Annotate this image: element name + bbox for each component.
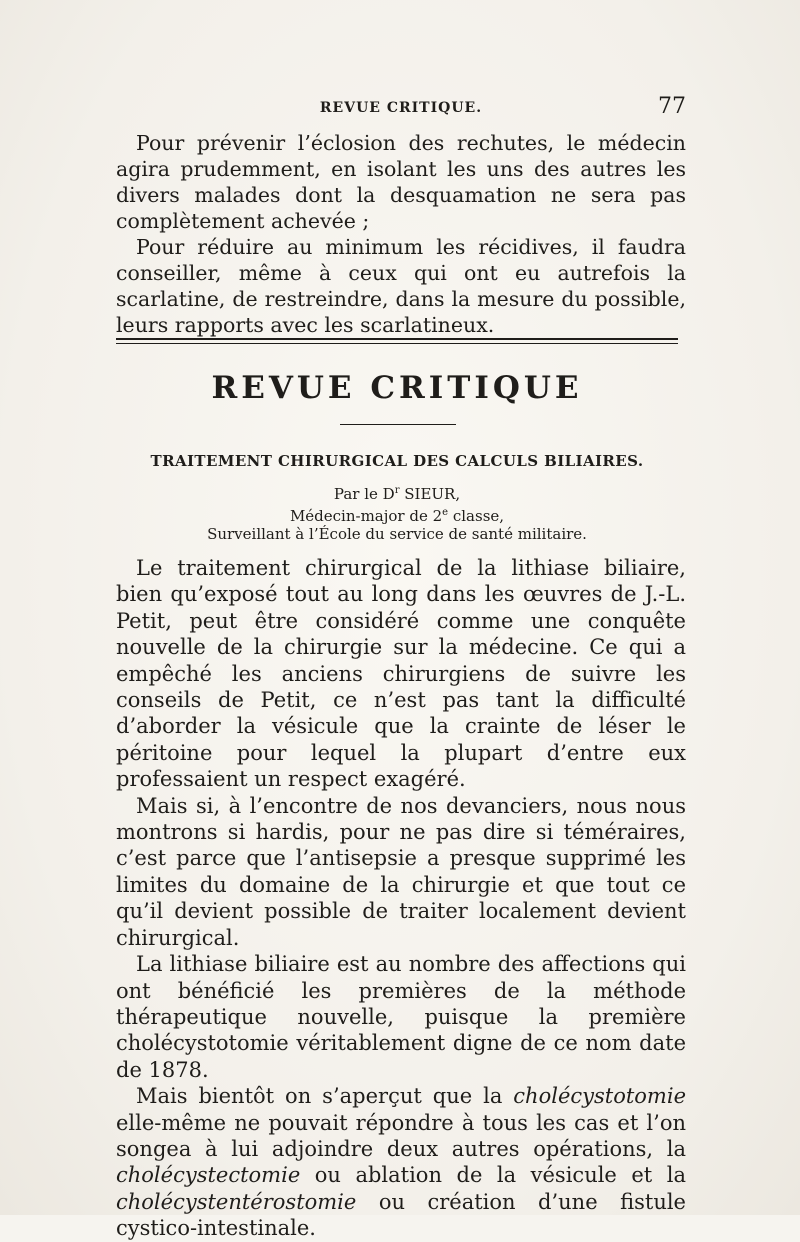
- intro-text: [116, 130, 686, 338]
- p4-term-2: cholécystectomie: [116, 1163, 301, 1188]
- article-text: [116, 555, 686, 1242]
- author-rank-sup: e: [442, 506, 449, 518]
- p4-term-1: cholécystotomie: [513, 1084, 686, 1109]
- p4-text-a: Mais bientôt on s’aperçut que la: [136, 1084, 514, 1109]
- author-rank-suffix: classe,: [448, 506, 505, 525]
- section-divider: [116, 338, 678, 344]
- author-rank-line: [116, 504, 678, 526]
- article-paragraph-2: Mais si, à l’encontre de nos devanciers, nous nous montrons si hardis, pour ne pas dire si téméraires, c’est parce que l’antisepsie a presque supprimé les limites du domaine de la chirurgie et que tout ce qu’il devient possible de traiter localement devient chirurgical.: [116, 793, 686, 950]
- p4-term-3: cholécystentérostomie: [116, 1189, 357, 1214]
- author-prefix: Par le D: [333, 485, 395, 503]
- article-paragraph-3: La lithiase biliaire est au nombre des affections qui ont bénéficié les premières de la méthode thérapeutique nouvelle, puisque la première cholécystotomie véritablement digne de ce nom date de 1878.: [116, 952, 686, 1082]
- title-underline: [340, 424, 456, 425]
- page-number: 77: [658, 94, 686, 119]
- article-paragraph-1: Le traitement chirurgical de la lithiase biliaire, bien qu’exposé tout au long dans les œuvres de J.-L. Petit, peut être considéré comme une conquête nouvelle de la chirurgie sur la médecine. Ce qui a empêché les anciens chirurgiens de suivre les conseils de Petit, ce n’est pas tant la difficulté d’aborder la vésicule que la crainte de léser le péritoine pour lequel la plupart d’entre eux professaient un respect exagéré.: [116, 556, 686, 792]
- p4-text-c: ou ablation de la vésicule et la: [300, 1163, 686, 1188]
- section-title: REVUE CRITIQUE: [211, 370, 583, 406]
- running-head: REVUE CRITIQUE.: [319, 100, 483, 116]
- article-paragraph-4: [116, 1083, 686, 1241]
- intro-paragraph-1: Pour prévenir l’éclosion des rechutes, le médecin agira prudemment, en isolant les uns des autres les divers malades dont la desquamation ne sera pas complètement achevée ;: [116, 131, 686, 233]
- page-header: [116, 94, 686, 128]
- intro-paragraph-2: Pour réduire au minimum les récidives, il faudra conseiller, même à ceux qui ont eu autrefois la scarlatine, de restreindre, dans la mesure du possible, leurs rapports avec les scarlatineux.: [116, 235, 686, 337]
- p4-text-d: ou création d’une fistule cystico-intestinale.: [116, 1189, 686, 1241]
- author-line: [116, 482, 678, 504]
- author-block: [116, 482, 678, 544]
- author-role-line: Surveillant à l’École du service de santé militaire.: [207, 525, 587, 543]
- article-subheading: TRAITEMENT CHIRURGICAL DES CALCULS BILIAIRES.: [150, 452, 644, 470]
- p4-text-b: elle-même ne pouvait répondre à tous les cas et l’on songea à lui adjoindre deux autres opérations, la: [116, 1110, 686, 1161]
- author-sup: r: [394, 485, 400, 496]
- author-rank-prefix: Médecin-major de 2: [289, 506, 443, 525]
- author-name: SIEUR,: [399, 485, 461, 503]
